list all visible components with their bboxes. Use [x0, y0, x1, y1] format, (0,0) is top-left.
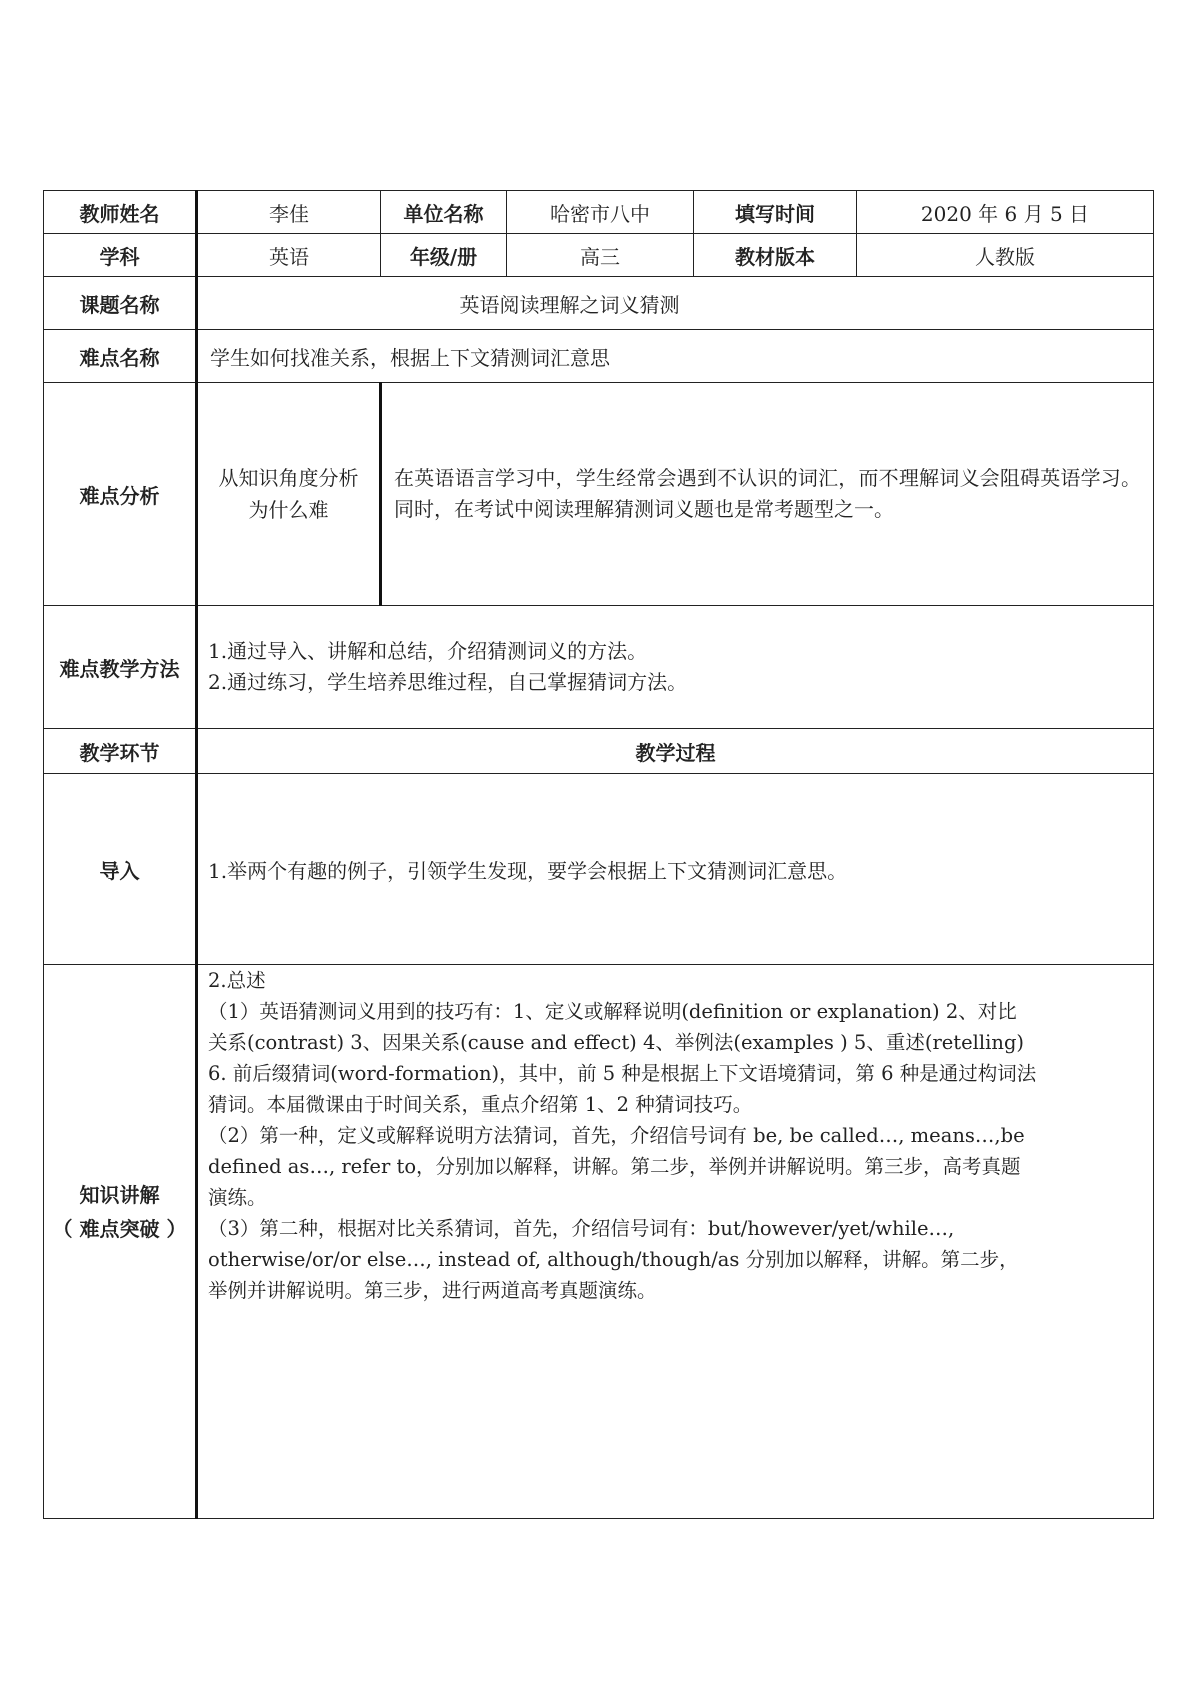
teacher-name-value: 李佳 — [197, 191, 381, 234]
analysis-subheading-line2: 为什么难 — [248, 498, 329, 522]
table-row — [44, 383, 1154, 606]
difficulty-value: 学生如何找准关系，根据上下文猜测词汇意思 — [197, 330, 1154, 383]
fill-date-value: 2020 年 6 月 5 日 — [857, 191, 1154, 234]
method-line-2: 2.通过练习，学生培养思维过程，自己掌握猜词方法。 — [208, 670, 688, 694]
analysis-text-cell — [381, 383, 1154, 606]
teacher-name-label: 教师姓名 — [44, 191, 197, 234]
grade-label: 年级/册 — [381, 234, 507, 277]
table-row — [44, 729, 1154, 774]
method-text-cell — [197, 606, 1154, 729]
edition-label: 教材版本 — [694, 234, 857, 277]
intro-label: 导入 — [44, 774, 197, 965]
lesson-form — [43, 190, 1153, 1519]
process-stage-label: 教学环节 — [44, 729, 197, 774]
table-row — [44, 330, 1154, 383]
analysis-label: 难点分析 — [44, 383, 197, 606]
grade-value: 高三 — [507, 234, 694, 277]
knowledge-line: otherwise/or/or else…, instead of, although/though/as 分别加以解释，讲解。第二步， — [208, 1248, 1019, 1271]
analysis-text: 在英语语言学习中，学生经常会遇到不认识的词汇，而不理解词义会阻碍英语学习。同时，在考试中阅读理解猜测词义题也是常考题型之一。 — [394, 466, 1141, 521]
knowledge-line: defined as…, refer to，分别加以解释，讲解。第二步，举例并讲解说明。第三步，高考真题 — [208, 1155, 1021, 1178]
table-row — [44, 277, 1154, 330]
analysis-subheading — [197, 383, 381, 606]
process-label: 教学过程 — [197, 729, 1154, 774]
knowledge-line: 6. 前后缀猜词(word-formation)，其中，前 5 种是根据上下文语境猜词，第 6 种是通过构词法 — [208, 1062, 1037, 1085]
table-row — [44, 774, 1154, 965]
knowledge-label-line2: （ 难点突破 ） — [52, 1216, 187, 1241]
knowledge-line: 关系(contrast) 3、因果关系(cause and effect) 4、举例法(examples ) 5、重述(retelling) — [208, 1031, 1025, 1054]
knowledge-line: （3）第二种，根据对比关系猜词，首先，介绍信号词有：but/however/yet/while…, — [208, 1217, 955, 1240]
subject-label: 学科 — [44, 234, 197, 277]
table-row — [44, 965, 1154, 1519]
knowledge-line: 演练。 — [208, 1186, 267, 1209]
intro-text: 1.举两个有趣的例子，引领学生发现，要学会根据上下文猜测词汇意思。 — [197, 774, 1154, 965]
knowledge-line: 举例并讲解说明。第三步，进行两道高考真题演练。 — [208, 1279, 657, 1302]
fill-date-label: 填写时间 — [694, 191, 857, 234]
lesson-plan-table — [43, 190, 1154, 1519]
unit-name-label: 单位名称 — [381, 191, 507, 234]
analysis-subheading-line1: 从知识角度分析 — [218, 466, 359, 490]
subject-value: 英语 — [197, 234, 381, 277]
table-row — [44, 234, 1154, 277]
knowledge-label — [44, 965, 197, 1519]
knowledge-line: 猜词。本届微课由于时间关系，重点介绍第 1、2 种猜词技巧。 — [208, 1093, 753, 1116]
knowledge-line: （1）英语猜测词义用到的技巧有：1、定义或解释说明(definition or explanation) 2、对比 — [208, 1000, 1017, 1023]
table-row — [44, 191, 1154, 234]
knowledge-line: （2）第一种，定义或解释说明方法猜词，首先，介绍信号词有 be, be called…, means…,be — [208, 1124, 1025, 1147]
method-label: 难点教学方法 — [44, 606, 197, 729]
topic-label: 课题名称 — [44, 277, 197, 330]
method-line-1: 1.通过导入、讲解和总结，介绍猜测词义的方法。 — [208, 639, 648, 663]
difficulty-label: 难点名称 — [44, 330, 197, 383]
knowledge-text-cell — [197, 965, 1154, 1519]
unit-name-value: 哈密市八中 — [507, 191, 694, 234]
topic-value: 英语阅读理解之词义猜测 — [197, 277, 1154, 330]
knowledge-line: 2.总述 — [208, 969, 266, 992]
knowledge-label-line1: 知识讲解 — [79, 1182, 160, 1207]
table-row — [44, 606, 1154, 729]
edition-value: 人教版 — [857, 234, 1154, 277]
